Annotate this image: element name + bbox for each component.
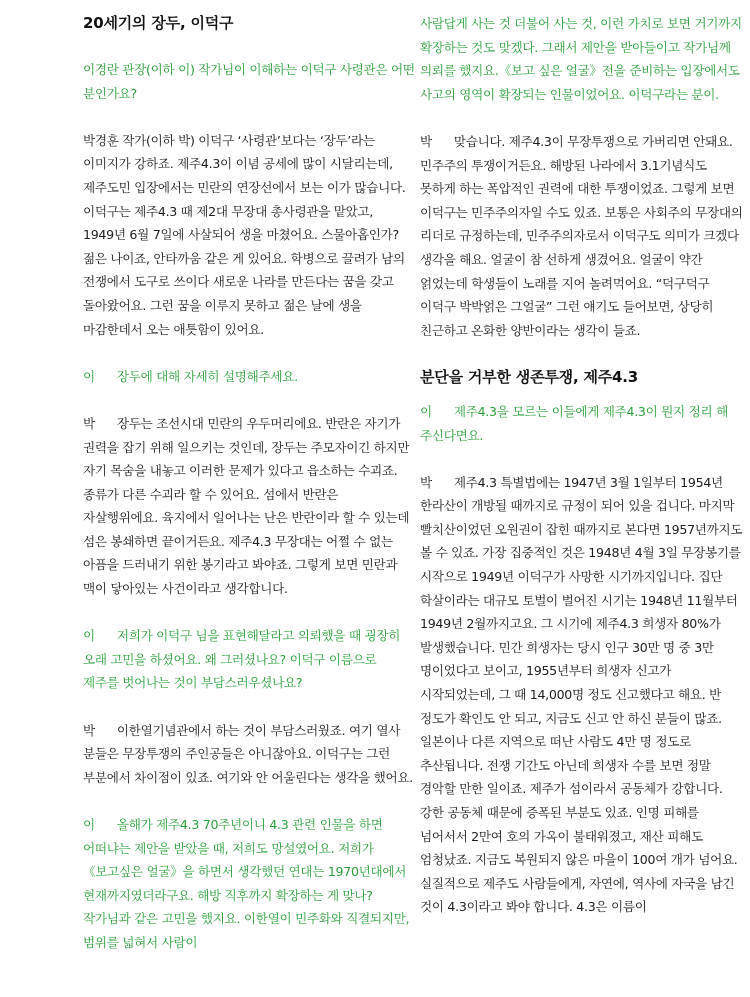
question-text: 제주4.3을 모르는 이들에게 제주4.3이 뭔지 정리 해 주신다면요. xyxy=(420,403,728,443)
question-1: 이경란 관장(이하 이) 작가님이 이해하는 이덕구 사령관은 어떤 분인가요? xyxy=(83,62,415,101)
question-4 xyxy=(83,813,415,955)
speaker-label: 이 xyxy=(83,817,95,832)
speaker-label: 이 xyxy=(83,368,95,384)
speaker-label: 박 xyxy=(420,474,432,490)
section-title: 20세기의 장두, 이덕구 xyxy=(83,14,234,32)
answer-text: 이한열기념관에서 하는 것이 부담스러웠죠. 여기 열사 분들은 무장투쟁의 주인공들은 아니잖아요. 이덕구는 그런 부분에서 차이점이 있죠. 여기와 안 어울린다는 생각을 했어요. xyxy=(83,722,413,785)
question-2 xyxy=(83,365,415,389)
right-column xyxy=(420,12,746,919)
left-column xyxy=(83,12,415,955)
question-text: 장두에 대해 자세히 설명해주세요. xyxy=(116,368,298,384)
answer-2 xyxy=(83,412,415,601)
answer-5 xyxy=(420,471,746,919)
question-5 xyxy=(420,400,746,447)
answer-text: 맞습니다. 제주4.3이 무장투쟁으로 가버리면 안돼요. 민주주의 투쟁이거든요. 해방된 나라에서 3.1기념식도 못하게 하는 폭압적인 권력에 대한 투쟁이었죠. 그렇게 보면 이덕구는 민주주의자일 수도 있죠. 보통은 사회주의 무장대의 리더로 규정하는데, 민주주의자로서 이덕구도 의미가 크겠다 생각을 해요. 얼굴이 참 선하게 생겼어요. 얼굴이 약간 얽었는데 학생들이 노래를 지어 놀려먹어요. “덕구덕구 이덕구 박박얽은 그얼굴” 그런 얘기도 들어보면, 상당히 친근하고 온화한 양반이라는 생각이 들죠. xyxy=(420,133,743,338)
speaker-label: 이 xyxy=(83,628,95,644)
answer-4 xyxy=(420,130,746,342)
question-4-continued: 사람답게 사는 것 더불어 사는 것, 이런 가치로 보면 거기까지 확장하는 것도 맞겠다. 그래서 제안을 받아들이고 작가님께 의뢰를 했지요.《보고 싶은 얼굴》전을 준비하는 입장에서도 사고의 영역이 확장되는 인물이었어요. 이덕구라는 분이. xyxy=(420,16,742,102)
question-text: 올해가 제주4.3 70주년이니 4.3 관련 인물을 하면 어떠냐는 제안을 받았을 때, 저희도 망설였어요. 저희가《보고싶은 얼굴》을 하면서 생각했던 연대는 1970년대에서 현재까지였더라구요. 해방 직후까지 확장하는 게 맞나? 작가님과 같은 고민을 했지요. 이한열이 민주화와 직결되지만, 범위를 넓혀서 사람이 xyxy=(83,817,410,950)
question-3 xyxy=(83,624,415,695)
answer-3 xyxy=(83,719,415,790)
speaker-label: 이 xyxy=(420,403,432,419)
question-text: 저희가 이덕구 님을 표현해달라고 의뢰했을 때 굉장히 오래 고민을 하셨어요. 왜 그러셨나요? 이덕구 이름으로 제주를 벗어나는 것이 부담스러우셨나요? xyxy=(83,628,401,691)
answer-text: 제주4.3 특별법에는 1947년 3월 1일부터 1954년 한라산이 개방될 때까지로 규정이 되어 있을 겁니다. 마지막 빨치산이었던 오원권이 잡힌 때까지로 본다면 1957년까지도 볼 수 있죠. 가장 집중적인 것은 1948년 4월 3일 무장봉기를 시작으로 1949년 이덕구가 사망한 시기까지입니다. 집단 학살이라는 대규모 토벌이 벌어진 시기는 1948년 11월부터 1949년 2월까지고요. 그 시기에 제주4.3 희생자 80%가 발생했습니다. 민간 희생자는 당시 인구 30만 명 중 3만 명이었다고 보이고, 1955년부터 희생자 신고가 시작되었는데, 그 때 14,000명 정도 신고했다고 해요. 반 정도가 확인도 안 되고, 지금도 신고 안 하신 분들이 많죠. 일본이나 다른 지역으로 떠난 사람도 4만 명 정도로 추산됩니다. 전쟁 기간도 아닌데 희생자 수를 보면 정말 경악할 만한 일이죠. 제주가 섬이라서 공동체가 강합니다. 강한 공동체 때문에 증폭된 부분도 있죠. 인명 피해를 넘어서서 2만여 호의 가옥이 불태워졌고, 재산 피해도 엄청났죠. 지금도 복원되지 않은 마을이 100여 개가 넘어요. 실질적으로 제주도 사람들에게, 자연에, 역사에 자국을 남긴 것이 4.3이라고 봐야 합니다. 4.3은 이름이 xyxy=(420,474,743,915)
answer-text: 장두는 조선시대 민란의 우두머리에요. 반란은 자기가 권력을 잡기 위해 일으키는 것인데, 장두는 주모자이긴 하지만 자기 목숨을 내놓고 이러한 문제가 있다고 읍소하는 수괴죠. 종류가 다른 수괴라 할 수 있어요. 섬에서 반란은 자살행위에요. 육지에서 일어나는 난은 반란이라 할 수 있는데 섬은 봉쇄하면 끝이거든요. 제주4.3 무장대는 어쩔 수 없는 아픔을 드러내기 위한 봉기라고 봐야죠. 그렇게 보면 민란과 맥이 닿아있는 사건이라고 생각합니다. xyxy=(83,415,410,597)
speaker-label: 박 xyxy=(83,722,95,738)
speaker-label: 박 xyxy=(83,415,95,431)
speaker-label: 박 xyxy=(420,133,432,149)
section-title-2: 분단을 거부한 생존투쟁, 제주4.3 xyxy=(420,367,639,386)
answer-1: 박경훈 작가(이하 박) 이덕구 ‘사령관’보다는 ‘장두’라는 이미지가 강하죠. 제주4.3이 이념 공세에 많이 시달리는데, 제주도민 입장에서는 민란의 연장선에서 보는 이가 많습니다. 이덕구는 제주4.3 때 제2대 무장대 총사령관을 맡았고, 1949년 6월 7일에 사살되어 생을 마쳤어요. 스물아홉인가? 젊은 나이죠, 안타까움 같은 게 있어요. 학병으로 끌려가 남의 전쟁에서 도구로 쓰이다 새로운 나라를 만든다는 꿈을 갖고 돌아왔어요. 그런 꿈을 이루지 못하고 젊은 날에 생을 마감한데서 오는 애틋함이 있어요. xyxy=(83,132,406,337)
